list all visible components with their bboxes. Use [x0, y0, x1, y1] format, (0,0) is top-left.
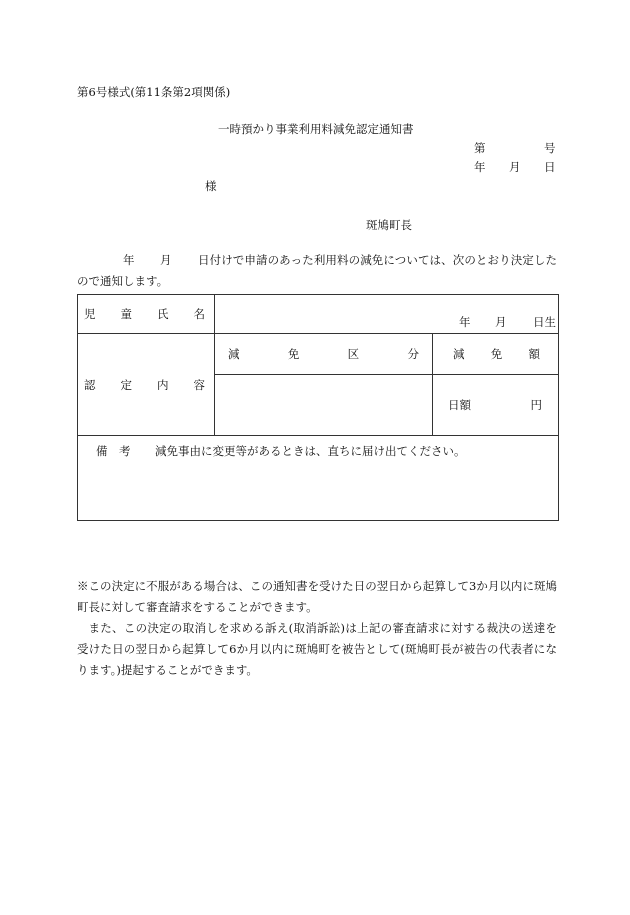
document-title: 一時預かり事業利用料減免認定通知書 — [218, 122, 414, 136]
doc-number-prefix: 第 — [474, 141, 486, 155]
decision-label: 認 定 内 容 — [84, 377, 205, 392]
child-name-label: 児 童 氏 名 — [84, 307, 205, 321]
intro-month: 月 — [160, 253, 172, 267]
child-name-value-cell — [215, 295, 559, 334]
date-month: 月 — [509, 160, 521, 174]
remarks-text: 減免事由に変更等があるときは、直ちに届け出てください。 — [155, 444, 466, 458]
currency-label: 円 — [530, 398, 542, 412]
birth-day: 日生 — [533, 315, 556, 329]
remarks-label: 備 考 — [96, 444, 131, 458]
note-appeal: ※この決定に不服がある場合は、この通知書を受けた日の翌日から起算して3か月以内に斑鳩町長に対して審査請求をすることができます。 — [77, 579, 557, 614]
intro-text: 日付けで申請のあった利用料の減免については、次のとおり決定したので通知します。 — [77, 253, 557, 288]
date-day: 日 — [544, 160, 556, 174]
intro-year: 年 — [123, 253, 135, 267]
doc-number-suffix: 号 — [544, 141, 556, 155]
birth-month: 月 — [495, 315, 507, 329]
amount-header-cell — [433, 334, 559, 375]
note-lawsuit: また、この決定の取消しを求める訴え(取消訴訟)は上記の審査請求に対する裁決の送達を受けた日の翌日から起算して6か月以内に斑鳩町を被告として(斑鳩町長が被告の代表者になります。)提起することができます。 — [77, 621, 557, 677]
issuer: 斑鳩町長 — [366, 218, 412, 232]
form-number: 第6号様式(第11条第2項関係) — [77, 85, 231, 99]
amount-header: 減 免 額 — [453, 347, 540, 361]
daily-amount-label: 日額 — [448, 398, 471, 412]
child-name-label-cell — [78, 295, 215, 334]
birth-year: 年 — [459, 315, 471, 329]
category-value-cell — [215, 375, 433, 436]
decision-table — [77, 294, 559, 521]
amount-value-cell — [433, 375, 559, 436]
remarks-cell — [78, 436, 559, 521]
addressee-suffix: 様 — [205, 179, 217, 193]
daily-amount — [448, 397, 542, 413]
date-year: 年 — [474, 160, 486, 174]
category-header: 減 免 区 分 — [228, 347, 419, 361]
category-header-cell — [215, 334, 433, 375]
decision-label-cell — [78, 334, 215, 436]
